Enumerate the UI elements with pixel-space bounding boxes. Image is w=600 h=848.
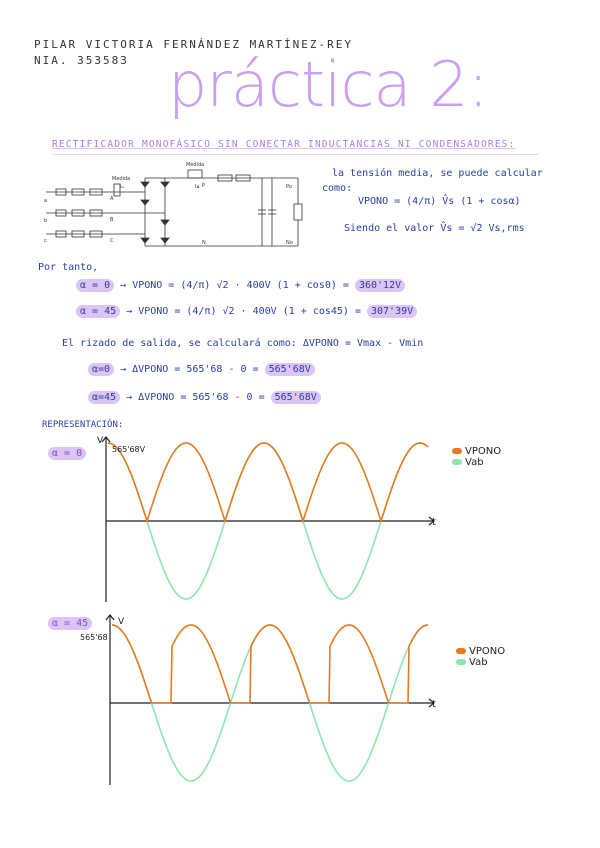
plot2-peak-label: 565'68 bbox=[80, 633, 108, 642]
legend-item-vpono: VPONO bbox=[452, 446, 501, 457]
plot2-waveform bbox=[80, 610, 446, 790]
plot2-legend bbox=[456, 646, 505, 668]
plot1-alpha-badge: α = 0 bbox=[48, 448, 86, 459]
legend-swatch bbox=[452, 459, 462, 465]
circuit-phase-a: a bbox=[44, 198, 48, 204]
plot2-x-axis-label: t bbox=[432, 699, 436, 710]
circuit-label-i: Iᴀ bbox=[195, 184, 200, 190]
plot1-waveform bbox=[96, 432, 446, 607]
result-value: 360'12V bbox=[355, 279, 405, 292]
result-row-alpha0: α = 0 → VPONO = (4/π) √2 · 400V (1 + cos0) = 360'12V bbox=[76, 280, 405, 291]
plot1-legend bbox=[452, 446, 501, 468]
plot1-x-axis-label: t bbox=[432, 517, 436, 528]
student-nia: NIA. 353583 bbox=[34, 54, 129, 67]
legend-swatch bbox=[452, 448, 462, 454]
circuit-node-p: P bbox=[202, 183, 206, 189]
student-name: PILAR VICTORIA FERNÁNDEZ MARTÍNEZ-REY bbox=[34, 38, 354, 51]
circuit-label-medida-left: Medida bbox=[112, 176, 131, 182]
circuit-node-n: N bbox=[202, 240, 206, 246]
alpha-badge: α = 45 bbox=[76, 305, 120, 318]
circuit-phase-B: B bbox=[110, 217, 114, 223]
plot2-y-axis-label: V bbox=[118, 617, 125, 627]
legend-item-vab: Vab bbox=[452, 457, 501, 468]
explanation-formula: VPONO = (4/π) V̂s (1 + cosα) bbox=[358, 196, 521, 207]
legend-swatch bbox=[456, 648, 466, 654]
rizado-row-alpha45: α=45 → ΔVPONO = 565'68 - 0 = 565'68V bbox=[88, 392, 321, 403]
rizado-expression: ΔVPONO = 565'68 - 0 = bbox=[138, 392, 265, 403]
result-row-alpha45: α = 45 → VPONO = (4/π) √2 · 400V (1 + cos45) = 307'39V bbox=[76, 306, 417, 317]
rizado-value: 565'68V bbox=[265, 363, 315, 376]
alpha-badge: α=45 bbox=[88, 391, 120, 404]
legend-swatch bbox=[456, 659, 466, 665]
rizado-row-alpha0: α=0 → ΔVPONO = 565'68 - 0 = 565'68V bbox=[88, 364, 315, 375]
result-expression: VPONO = (4/π) √2 · 400V (1 + cos45) = bbox=[138, 306, 361, 317]
rizado-text: El rizado de salida, se calculará como: ΔVPONO = Vmax - Vmin bbox=[62, 338, 424, 349]
plot1-peak-label: 565'68V bbox=[112, 445, 146, 454]
subtitle-divider bbox=[52, 154, 538, 155]
explanation-line2: como: bbox=[322, 183, 353, 194]
plot2-vpono-curve bbox=[112, 625, 428, 703]
rectifier-circuit-diagram bbox=[40, 158, 312, 253]
plot1-vpono-curve bbox=[108, 443, 428, 521]
legend-item-vpono: VPONO bbox=[456, 646, 505, 657]
circuit-phase-c: c bbox=[44, 238, 47, 244]
rizado-expression: ΔVPONO = 565'68 - 0 = bbox=[132, 364, 259, 375]
plot1-y-axis-label: V bbox=[97, 436, 104, 446]
circuit-phase-b: b bbox=[44, 218, 48, 224]
result-expression: VPONO = (4/π) √2 · 400V (1 + cos0) = bbox=[132, 280, 349, 291]
circuit-phase-A: A bbox=[110, 196, 114, 202]
circuit-label-medida-top: Medida bbox=[186, 162, 205, 168]
por-tanto-label: Por tanto, bbox=[38, 262, 99, 273]
page-title: práctica 2: bbox=[168, 48, 488, 121]
explanation-line1: la tensión media, se puede calcular bbox=[332, 168, 543, 179]
alpha-badge: α=0 bbox=[88, 363, 114, 376]
circuit-node-po: Po bbox=[286, 184, 292, 190]
legend-item-vab: Vab bbox=[456, 657, 505, 668]
plot2-alpha-badge: α = 45 bbox=[48, 618, 92, 629]
rizado-value: 565'68V bbox=[271, 391, 321, 404]
explanation-line3: Siendo el valor V̂s = √2 Vs,rms bbox=[344, 223, 525, 234]
result-value: 307'39V bbox=[367, 305, 417, 318]
representacion-label: REPRESENTACIÓN: bbox=[42, 420, 124, 430]
alpha-badge: α = 0 bbox=[76, 279, 114, 292]
circuit-phase-C: C bbox=[110, 238, 114, 244]
circuit-node-no: No bbox=[286, 240, 293, 246]
circuit-label-i-left: Iₛₐ bbox=[120, 184, 125, 189]
section-subtitle: RECTIFICADOR MONOFÁSICO SIN CONECTAR INDUCTANCIAS NI CONDENSADORES: bbox=[52, 139, 516, 150]
